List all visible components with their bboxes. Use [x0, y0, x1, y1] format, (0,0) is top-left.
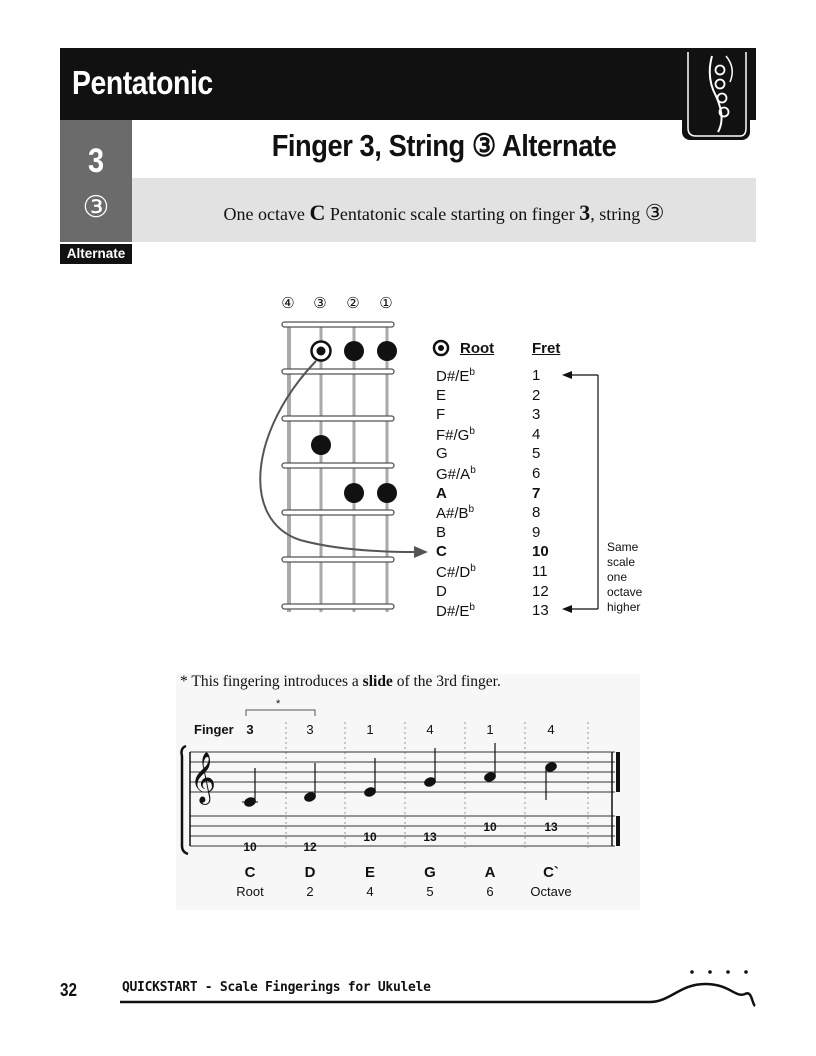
tab-fret: 10	[483, 820, 497, 834]
note-text: D#/E	[436, 368, 470, 385]
treble-clef-icon: 𝄞	[190, 752, 217, 803]
side-tab-finger: 3	[87, 142, 105, 180]
flat-sign: b	[469, 602, 475, 614]
note-name: D	[304, 864, 316, 881]
flat-sign: b	[469, 425, 475, 437]
scale-degree: Octave	[530, 884, 572, 899]
fret-row-number: 10	[532, 543, 549, 561]
finger-number: 4	[547, 722, 555, 737]
fret-row-number: 13	[532, 602, 549, 620]
finger-number: 1	[486, 722, 494, 737]
finger-number: 1	[366, 722, 374, 737]
flat-sign: b	[469, 367, 475, 378]
fret-row-number: 9	[532, 523, 541, 541]
legend-root: Root	[460, 340, 495, 357]
page-title: Finger 3, String ③ Alternate	[271, 128, 617, 163]
book-title: QUICKSTART - Scale Fingerings for Ukulele	[122, 980, 431, 995]
octave-note-line: one	[607, 570, 628, 584]
string-label-3: ③	[313, 295, 327, 312]
subtitle-finger: 3	[579, 200, 591, 225]
finger-number: 3	[306, 722, 314, 737]
section-title: Pentatonic	[72, 64, 213, 101]
finger-number: 3	[246, 722, 254, 737]
octave-note-line: Same	[607, 540, 639, 554]
fret-row-number: 6	[532, 465, 541, 482]
note-text: B	[436, 523, 447, 541]
string-label-2: ②	[346, 295, 360, 312]
tab-fret: 12	[303, 840, 317, 854]
subtitle-pre: One octave	[223, 204, 310, 224]
fret-row-number: 7	[532, 484, 541, 502]
footnote-bold: slide	[362, 673, 393, 690]
flat-sign: b	[470, 563, 476, 574]
footnote-pre: * This fingering introduces a	[180, 673, 363, 690]
fret-row-number: 12	[532, 582, 549, 600]
slide-mark: *	[276, 698, 281, 710]
side-tab-string: ③	[82, 191, 110, 224]
subtitle-string: ③	[644, 200, 665, 225]
note-text: F	[436, 406, 446, 424]
page-number: 32	[60, 980, 78, 1000]
string-label-1: ①	[379, 295, 393, 312]
fret-row-number: 4	[532, 425, 541, 443]
finger-label: Finger	[194, 722, 234, 737]
note-name: G	[424, 864, 436, 881]
scale-degree: 4	[366, 884, 374, 899]
note-name: E	[364, 864, 375, 881]
note-text: D	[436, 582, 447, 600]
octave-note-line: higher	[607, 600, 641, 614]
side-tab-label: Alternate	[66, 246, 126, 261]
scale-degree: Root	[236, 884, 264, 899]
footnote-post: of the 3rd finger.	[392, 673, 501, 690]
subtitle-mid: Pentatonic scale starting on finger	[325, 204, 580, 224]
note-text: F#/G	[436, 426, 470, 444]
fret-row-number: 11	[532, 563, 548, 580]
fret-row-number: 3	[532, 406, 541, 424]
fret-row-number: 5	[532, 445, 541, 463]
string-label-4: ④	[281, 295, 295, 312]
note-text: C#/D	[436, 564, 471, 581]
subtitle-post: , string	[590, 204, 645, 224]
note-text: G	[436, 445, 448, 463]
note-text: G#/A	[436, 466, 471, 483]
note-text: E	[436, 386, 447, 404]
octave-note-line: scale	[607, 555, 636, 569]
fret-row-number: 8	[532, 504, 541, 522]
note-text: A#/B	[436, 505, 469, 523]
note-name: A	[484, 864, 496, 881]
note-name: C	[244, 864, 256, 881]
scale-degree: 2	[306, 884, 314, 899]
subtitle-key: C	[309, 200, 326, 225]
octave-note-line: octave	[607, 585, 643, 599]
finger-number: 4	[426, 722, 434, 737]
fret-row-number: 2	[532, 386, 541, 404]
note-name: C`	[543, 864, 559, 881]
note-text: A	[436, 484, 447, 502]
scale-degree: 6	[486, 884, 494, 899]
scale-degree: 5	[426, 884, 434, 899]
tab-fret: 10	[363, 830, 377, 844]
flat-sign: b	[470, 465, 476, 476]
note-text: C	[436, 543, 447, 561]
fret-row-number: 1	[532, 367, 541, 384]
flat-sign: b	[468, 504, 475, 516]
tab-fret: 13	[544, 820, 558, 834]
tab-fret: 10	[243, 840, 257, 854]
tab-fret: 13	[423, 830, 437, 844]
note-text: D#/E	[436, 603, 470, 621]
legend-fret: Fret	[532, 340, 561, 357]
